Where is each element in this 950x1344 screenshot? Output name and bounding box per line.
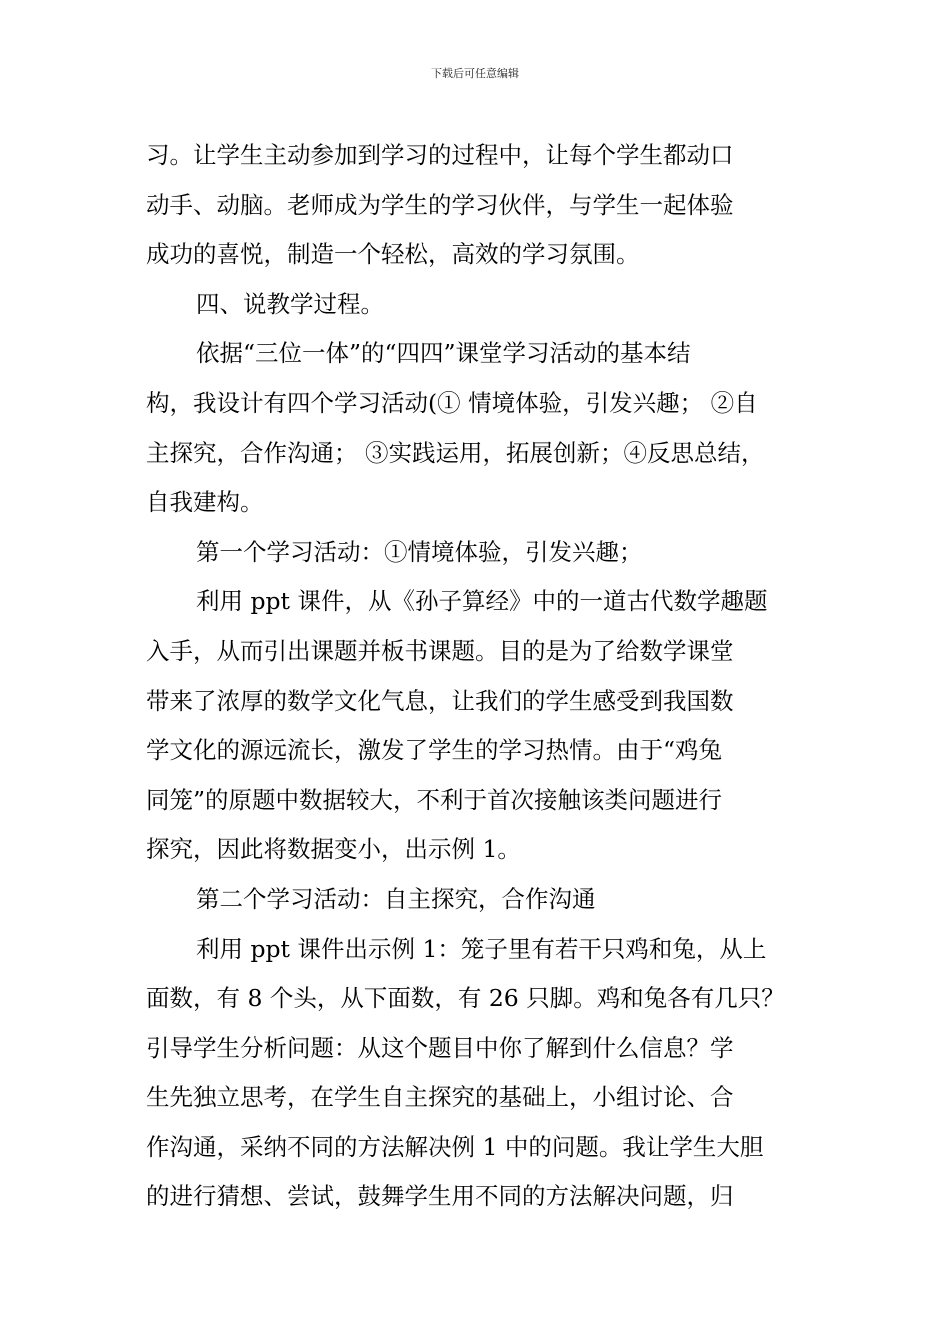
text-line-2: 动手、动脑。老师成为学生的学习伙伴，与学生一起体验 bbox=[146, 190, 734, 219]
activity-heading-2: 第二个学习活动：自主探究，合作沟通 bbox=[196, 884, 596, 913]
activity-heading-1: 第一个学习活动：①情境体验，引发兴趣； bbox=[196, 537, 643, 566]
text-line-20: 生先独立思考，在学生自主探究的基础上，小组讨论、合 bbox=[146, 1083, 734, 1112]
text-line-6: 构，我设计有四个学习活动(① 情境体验，引发兴趣； ②自 bbox=[146, 388, 758, 417]
text-line-19: 引导学生分析问题：从这个题目中你了解到什么信息？学 bbox=[146, 1033, 734, 1062]
text-line-13: 学文化的源远流长，激发了学生的学习热情。由于“鸡兔 bbox=[146, 736, 723, 765]
text-line-22: 的进行猜想、尝试，鼓舞学生用不同的方法解决问题，归 bbox=[146, 1182, 734, 1211]
text-line-5: 依据“三位一体”的“四四”课堂学习活动的基本结 bbox=[196, 339, 691, 368]
page-header: 下载后可任意编辑 bbox=[431, 67, 519, 80]
text-line-1: 习。让学生主动参加到学习的过程中，让每个学生都动口 bbox=[146, 141, 734, 169]
section-heading: 四、说教学过程。 bbox=[196, 289, 384, 318]
text-line-17: 利用 ppt 课件出示例 1：笼子里有若干只鸡和兔，从上 bbox=[196, 934, 767, 963]
text-line-11: 入手，从而引出课题并板书课题。目的是为了给数学课堂 bbox=[146, 636, 734, 665]
text-line-10: 利用 ppt 课件，从《孙子算经》中的一道古代数学趣题 bbox=[196, 587, 768, 616]
text-line-8: 自我建构。 bbox=[146, 488, 264, 517]
text-line-18: 面数，有 8 个头，从下面数，有 26 只脚。鸡和兔各有几只？ bbox=[146, 984, 785, 1013]
text-line-12: 带来了浓厚的数学文化气息，让我们的学生感受到我国数 bbox=[146, 686, 734, 715]
text-line-21: 作沟通，采纳不同的方法解决例 1 中的问题。我让学生大胆 bbox=[146, 1132, 764, 1161]
text-line-3: 成功的喜悦，制造一个轻松，高效的学习氛围。 bbox=[146, 240, 640, 269]
text-line-7: 主探究，合作沟通； ③实践运用，拓展创新；④反思总结， bbox=[146, 438, 765, 467]
document-body bbox=[146, 131, 814, 1222]
text-line-15: 探究，因此将数据变小，出示例 1。 bbox=[146, 835, 521, 864]
text-line-14: 同笼”的原题中数据较大，不利于首次接触该类问题进行 bbox=[146, 785, 723, 814]
